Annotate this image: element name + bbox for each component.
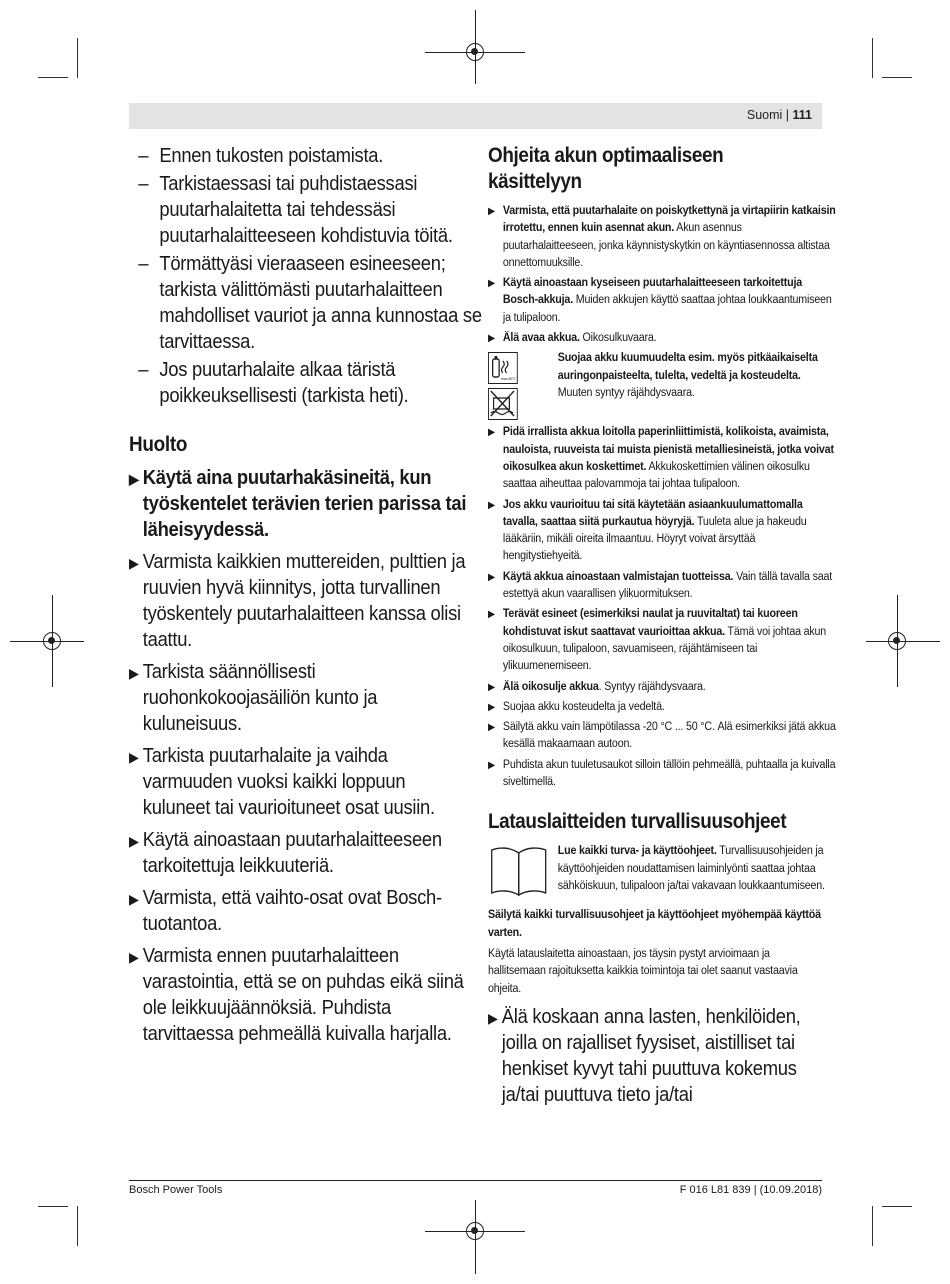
footer-publisher: Bosch Power Tools xyxy=(129,1184,223,1196)
manual-icon-block xyxy=(488,843,837,903)
list-item-text: Tarkistaessasi tai puhdistaessasi puutarhalaitetta tai tehdessäsi puutarhalaitteeseen kohdistuvia töitä. xyxy=(159,173,453,247)
list-item-text: Varmista ennen puutarhalaitteen varastointia, että se on puhdas eikä siinä ole leikkuujäännöksiä. Puhdista tarvittaessa pehmeällä kuivalla harjalla. xyxy=(142,945,464,1045)
list-item: – Ennen tukosten poistamista. xyxy=(138,145,384,167)
list-item-text: Säilytä akku vain lämpötilassa -20 °C ... 50 °C. Älä esimerkiksi jätä akkua kesällä makaamaan autoon. xyxy=(502,721,836,751)
list-item xyxy=(129,827,474,879)
triangle-bullet-icon: ▶ xyxy=(488,278,495,290)
manual-text: Turvallisuusohjeiden ja käyttöohjeiden noudattamisen laiminlyönti saattaa johtaa sähköiskuun, tulipaloon ja/tai vakavaan loukkaantumiseen. xyxy=(557,845,825,892)
list-item-text: Ennen tukosten poistamista. xyxy=(159,145,384,167)
list-item-bold: Pidä irrallista akkua loitolla paperinliittimistä, kolikoista, avaimista, nauloista, ruuveista tai muista pienistä metalliesineistä, jotka voivat oikosulkea akun koskettimet. xyxy=(502,426,834,473)
list-item xyxy=(488,203,836,272)
list-item-text: Tuuleta alue ja hakeudu lääkäriin, mikäli oireita ilmaantuu. Höyryt voivat ärsyttää hengitystiehyeitä. xyxy=(502,515,807,563)
list-item-text: Käytä aina puutarhakäsineitä, kun työskentelet terävien terien parissa tai läheisyydessä. xyxy=(142,467,467,541)
paragraph xyxy=(488,907,821,942)
list-item-bold: Varmista, että puutarhalaite on poiskytkettynä ja virtapiirin katkaisin irrotettu, ennen kuin asennat akun. xyxy=(502,205,836,235)
left-column xyxy=(129,143,482,1053)
triangle-bullet-icon: ▶ xyxy=(488,333,495,345)
list-item-text: Varmista kaikkien muttereiden, pulttien ja ruuvien hyvä kiinnitys, jotta turvallinen työskentely puutarhalaitteen kanssa olisi taattu. xyxy=(142,551,466,651)
section-heading: Huolto xyxy=(129,433,188,456)
list-item-text: Suojaa akku kosteudelta ja vedeltä. xyxy=(502,700,665,713)
page-header xyxy=(129,103,822,129)
registration-mark-icon xyxy=(43,632,61,650)
list-item xyxy=(488,679,836,696)
water-warning-icon xyxy=(488,388,518,420)
list-item xyxy=(488,606,836,675)
list-item xyxy=(129,659,474,737)
list-item-text: Törmättyäsi vieraaseen esineeseen; tarkista välittömästi puutarhalaitteen mahdolliset vauriot ja anna kunnostaa se tarvittaessa. xyxy=(159,253,482,353)
list-item xyxy=(129,465,474,543)
list-item-bold: Käytä ainoastaan kyseiseen puutarhalaitteeseen tarkoitettuja Bosch-akkuja. xyxy=(502,277,803,307)
warning-text: Muuten syntyy räjähdysvaara. xyxy=(557,386,695,399)
triangle-bullet-icon: ▶ xyxy=(129,749,139,765)
list-item: – Jos puutarhalaite alkaa täristä poikkeuksellisesti (tarkista heti). xyxy=(138,359,409,407)
list-item-text: Puhdista akun tuuletusaukot silloin tällöin pehmeällä, puhtaalla ja kuivalla siveltimellä. xyxy=(502,758,836,789)
footer-document-code: F 016 L81 839 | (10.09.2018) xyxy=(679,1184,822,1196)
triangle-bullet-icon: ▶ xyxy=(488,571,495,583)
section-heading: Latauslaitteiden turvallisuusohjeet xyxy=(488,810,787,834)
list-item-text: Akkukoskettimien välinen oikosulku saattaa aiheuttaa palovammoja tai johtaa tulipaloon. xyxy=(502,460,810,491)
page-number: 111 xyxy=(792,108,812,122)
list-item-text: Akun asennus puutarhalaitteeseen, jonka käynnistyskytkin on käyntiasennossa altistaa onnettomuuksille. xyxy=(502,222,830,269)
list-item xyxy=(488,699,836,716)
list-item-text: Vain tällä tavalla saat estettyä akun vaarallisen ylikuormituksen. xyxy=(502,570,833,601)
list-item-bold: Älä oikosulje akkua xyxy=(502,680,599,693)
triangle-bullet-icon: ▶ xyxy=(129,471,139,487)
triangle-bullet-icon: ▶ xyxy=(488,701,495,713)
header-language: Suomi xyxy=(746,108,783,122)
list-item-text: . Syntyy räjähdysvaara. xyxy=(598,680,706,693)
list-item-text: Varmista, että vaihto-osat ovat Bosch-tuotantoa. xyxy=(142,887,442,935)
list-item-bold: Älä avaa akkua. xyxy=(502,332,580,345)
list-item xyxy=(488,275,836,327)
list-item-text: Älä koskaan anna lasten, henkilöiden, joilla on rajalliset fyysiset, aistilliset tai henkiset kyvyt tahi puuttuva kokemus ja/tai puuttuva tieto ja/tai xyxy=(501,1005,801,1106)
right-column xyxy=(488,143,836,1108)
triangle-bullet-icon: ▶ xyxy=(488,499,495,511)
warning-bold: Suojaa akku kuumuudelta esim. myös pitkäaikaiselta auringonpaisteelta, tulelta, vedeltä ja kosteudelta. xyxy=(557,352,818,382)
crop-mark xyxy=(872,1206,873,1246)
list-item xyxy=(488,424,836,493)
paragraph-text: Käytä latauslaitetta ainoastaan, jos täysin pystyt arvioimaan ja hallitsemaan rajoituksetta kaikkia toimintoja tai olet saanut vastaavia ohjeita. xyxy=(488,947,798,995)
triangle-bullet-icon: ▶ xyxy=(129,833,139,849)
paragraph-text: Säilytä kaikki turvallisuusohjeet ja käyttöohjeet myöhempää käyttöä varten. xyxy=(488,909,821,939)
list-item xyxy=(488,497,836,566)
list-item-text: Jos puutarhalaite alkaa täristä poikkeuksellisesti (tarkista heti). xyxy=(159,359,409,407)
triangle-bullet-icon: ▶ xyxy=(488,681,495,693)
manual-bold: Lue kaikki turva- ja käyttöohjeet. xyxy=(557,845,717,858)
list-item-text: Tarkista säännöllisesti ruohonkokoojasäiliön kunto ja kuluneisuus. xyxy=(142,661,378,735)
registration-mark-icon xyxy=(888,632,906,650)
header-text: Suomi | 111 xyxy=(746,108,812,122)
heat-warning-icon xyxy=(488,352,518,384)
triangle-bullet-icon: ▶ xyxy=(129,555,139,571)
triangle-bullet-icon: ▶ xyxy=(129,949,139,965)
triangle-bullet-icon: ▶ xyxy=(488,206,495,217)
crop-mark xyxy=(882,1206,912,1207)
list-item-text: Tämä voi johtaa akun oikosulkuun, tulipaloon, savuamiseen, räjähtämiseen tai ylikuumenemiseen. xyxy=(502,625,827,673)
list-item xyxy=(129,943,474,1047)
triangle-bullet-icon: ▶ xyxy=(488,1009,498,1026)
triangle-bullet-icon: ▶ xyxy=(129,891,139,907)
crop-mark xyxy=(882,77,912,78)
crop-mark xyxy=(77,38,78,78)
triangle-bullet-icon: ▶ xyxy=(488,722,495,734)
triangle-bullet-icon: ▶ xyxy=(488,427,495,439)
list-item xyxy=(488,719,836,754)
section-heading: Ohjeita akun optimaaliseen käsittelyyn xyxy=(488,144,724,193)
list-item-text: Muiden akkujen käyttö saattaa johtaa loukkaantumiseen ja tulipaloon. xyxy=(502,294,832,324)
list-item xyxy=(129,549,474,653)
list-item xyxy=(488,569,836,604)
list-item: – Tarkistaessasi tai puhdistaessasi puutarhalaitetta tai tehdessäsi puutarhalaitteeseen kohdistuvia töitä. xyxy=(138,173,453,247)
list-item xyxy=(129,743,474,821)
footer-rule xyxy=(129,1180,822,1181)
triangle-bullet-icon: ▶ xyxy=(488,759,495,771)
list-item-text: Oikosulkuvaara. xyxy=(579,332,657,345)
triangle-bullet-icon: ▶ xyxy=(129,665,139,681)
triangle-bullet-icon: ▶ xyxy=(488,609,495,621)
registration-mark-icon xyxy=(466,43,484,61)
crop-mark xyxy=(38,77,68,78)
crop-mark xyxy=(77,1206,78,1246)
icon-label: max.50°C xyxy=(501,377,516,382)
registration-mark-icon xyxy=(466,1222,484,1240)
list-item-text: Tarkista puutarhalaite ja vaihda varmuuden vuoksi kaikki loppuun kuluneet tai vaurioituneet osat uusiin. xyxy=(142,745,435,819)
list-item: – Törmättyäsi vieraaseen esineeseen; tarkista välittömästi puutarhalaitteen mahdolliset vauriot ja anna kunnostaa se tarvittaessa. xyxy=(138,253,482,353)
list-item-bold: Terävät esineet (esimerkiksi naulat ja ruuvitaltat) tai kuoreen kohdistuvat iskut saattavat vaurioittaa akkua. xyxy=(502,608,798,638)
list-item-bold: Jos akku vaurioituu tai sitä käytetään asiaankuulumattomalla tavalla, saattaa siitä purkautua höyryjä. xyxy=(502,498,803,528)
open-book-icon xyxy=(488,843,549,899)
warning-icon-block xyxy=(488,350,837,420)
list-item-bold: Käytä akkua ainoastaan valmistajan tuotteissa. xyxy=(502,570,734,583)
crop-mark xyxy=(38,1206,68,1207)
crop-mark xyxy=(872,38,873,78)
list-item xyxy=(488,1004,828,1108)
list-item xyxy=(129,885,474,937)
list-item xyxy=(488,330,836,347)
list-item xyxy=(488,757,836,792)
list-item-text: Käytä ainoastaan puutarhalaitteeseen tarkoitettuja leikkuuteriä. xyxy=(142,829,442,877)
paragraph xyxy=(488,946,821,998)
